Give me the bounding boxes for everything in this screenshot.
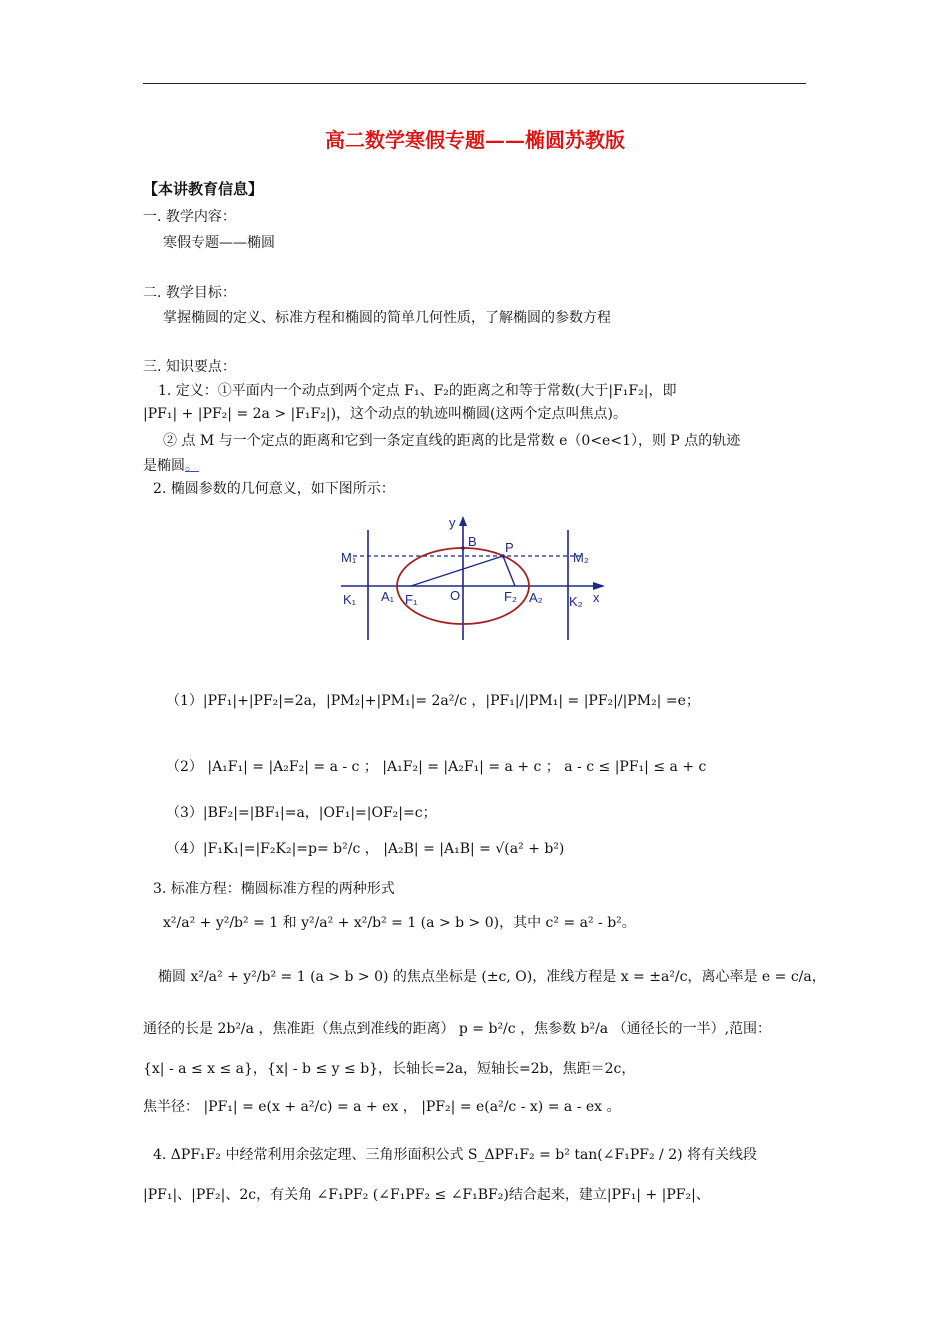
prop-1: （1）|PF₁|+|PF₂|=2a，|PM₂|+|PM₁|= 2a²/c ，|PF₁|/|PM₁| = |PF₂|/|PM₂| =e； [166, 693, 700, 709]
s2-heading: 二. 教学目标： [143, 285, 236, 301]
label-m2: M₂ [573, 550, 589, 565]
s1-heading: 一. 教学内容： [143, 209, 236, 225]
label-x: x [593, 590, 600, 605]
definition2-line1: ② 点 M 与一个定点的距离和它到一条定直线的距离的比是常数 e（0<e<1），则 P 点的轨迹 [163, 433, 741, 449]
std-forms: x²/a² + y²/b² = 1 和 y²/a² + x²/b² = 1 (a > b > 0) [163, 915, 500, 931]
std-heading: 3. 标准方程：椭圆标准方程的两种形式 [153, 881, 395, 897]
tri-line2: |PF₁|、|PF₂|、2c，有关角 ∠F₁PF₂ (∠F₁PF₂ ≤ ∠F₁BF₂)结合起来，建立|PF₁| + |PF₂|、 [143, 1187, 710, 1203]
top-rule [143, 83, 806, 84]
std-forms-line [163, 912, 636, 932]
prop-4: （4）|F₁K₁|=|F₂K₂|=p= b²/c ， |A₂B| = |A₁B| = √(a² + b²) [166, 841, 565, 857]
label-b: B [468, 534, 477, 549]
s1-body: 寒假专题——椭圆 [163, 235, 275, 251]
label-a1: A₁ [381, 589, 395, 604]
s3-heading: 三. 知识要点： [143, 359, 236, 375]
label-p: P [505, 540, 514, 555]
page-title: 高二数学寒假专题——椭圆苏教版 [325, 128, 625, 152]
figure-intro: 2. 椭圆参数的几何意义，如下图所示： [153, 481, 395, 497]
section-header: 【本讲教育信息】 [143, 180, 264, 198]
label-f1: F₁ [405, 592, 418, 607]
definition2-end: 。 [185, 458, 199, 474]
point-b [461, 546, 465, 550]
s2-body: 掌握椭圆的定义、标准方程和椭圆的简单几何性质，了解椭圆的参数方程 [163, 310, 611, 326]
definition-line1: 1. 定义：①平面内一个动点到两个定点 F₁、F₂的距离之和等于常数(大于|F₁F₂|，即 [158, 383, 677, 399]
label-m1: M₁ [341, 550, 357, 565]
label-y: y [449, 515, 456, 530]
label-k1: K₁ [343, 592, 357, 607]
ellipse-figure [333, 512, 615, 640]
label-k2: K₂ [569, 594, 583, 609]
std-forms-tail: ，其中 c² = a² - b²。 [499, 915, 636, 931]
definition2-text: 是椭圆 [143, 458, 185, 474]
std-radius-line: 焦半径： |PF₁| = e(x + a²/c) = a + ex ， |PF₂| = e(a²/c - x) = a - ex 。 [143, 1099, 621, 1115]
prop-3: （3）|BF₂|=|BF₁|=a，|OF₁|=|OF₂|=c； [166, 805, 437, 821]
definition-line2: |PF₁| + |PF₂| = 2a > |F₁F₂|)，这个动点的轨迹叫椭圆(这两个定点叫焦点)。 [143, 406, 627, 422]
label-f2: F₂ [504, 589, 517, 604]
prop-2: （2） |A₁F₁| = |A₂F₂| = a - c ； |A₁F₂| = |A₂F₁| = a + c ； a - c ≤ |PF₁| ≤ a + c [166, 759, 707, 775]
definition2-line2 [143, 455, 199, 475]
label-o: O [450, 588, 461, 603]
std-range-line: {x| - a ≤ x ≤ a}，{x| - b ≤ y ≤ b}，长轴长=2a，短轴长=2b，焦距＝2c， [143, 1061, 636, 1077]
std-focus-line: 椭圆 x²/a² + y²/b² = 1 (a > b > 0) 的焦点坐标是 (±c, O)，准线方程是 x = ±a²/c，离心率是 e = c/a， [158, 969, 826, 985]
label-a2: A₂ [529, 590, 543, 605]
std-latus-line: 通径的长是 2b²/a ，焦准距（焦点到准线的距离） p = b²/c ，焦参数 b²/a （通径长的一半）,范围： [143, 1021, 772, 1037]
tri-line1: 4. ΔPF₁F₂ 中经常利用余弦定理、三角形面积公式 S_ΔPF₁F₂ = b² tan(∠F₁PF₂ / 2) 将有关线段 [153, 1147, 758, 1163]
